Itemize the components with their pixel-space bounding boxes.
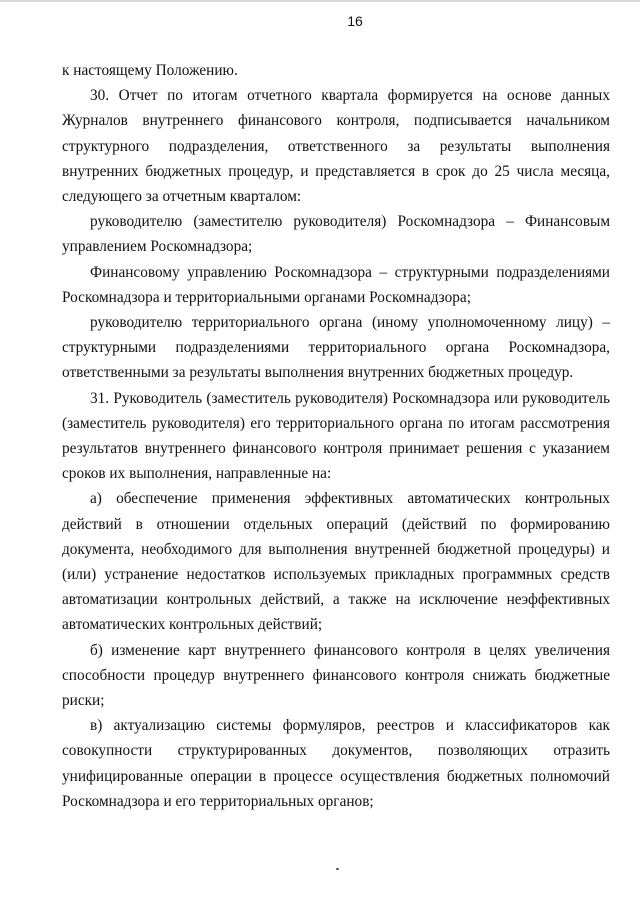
paragraph-item-31: 31. Руководитель (заместитель руководителя) Роскомнадзора или руководитель (заместитель руководителя) его территориального органа по итогам рассмотрения результатов внутреннего финансового контроля принимает решения с указанием сроков их выполнения, направленные на: — [62, 389, 610, 483]
paragraph-subitem-b: б) изменение карт внутреннего финансового контроля в целях увеличения способности процедур внутреннего финансового контроля снижать бюджетные риски; — [62, 641, 610, 710]
top-edge-rule — [0, 0, 640, 2]
paragraph-item-30: 30. Отчет по итогам отчетного квартала формируется на основе данных Журналов внутреннего финансового контроля, подписывается начальником структурного подразделения, ответственного за результаты выполнения внутренних бюджетных процедур, и представляется в срок до 25 числа месяца, следующего за отчетным кварталом: — [62, 87, 610, 206]
paragraph-recipient-territorial: руководителю территориального органа (иному уполномоченному лицу) – структурными подразделениями территориального органа Роскомнадзора, ответственными за результаты выполнения внутренних бюджетных процедур. — [62, 314, 610, 382]
paragraph-recipient-head: руководителю (заместителю руководителя) Роскомнадзора – Финансовым управлением Роскомнадзора; — [62, 213, 610, 256]
paragraph-subitem-a: а) обеспечение применения эффективных автоматических контрольных действий в отношении отдельных операций (действий по формированию документа, необходимого для выполнения внутренней бюджетной процедуры) и (или) устранение недостатков используемых прикладных программных средств автоматизации контрольных действий, а также на исключение неэффективных автоматических контрольных действий; — [62, 490, 610, 634]
page-number: 16 — [347, 13, 363, 29]
paragraph-subitem-v: в) актуализацию системы формуляров, реестров и классификаторов как совокупности структурированных документов, позволяющих отразить унифицированные операции в процессе осуществления бюджетных полномочий Роскомнадзора и его территориальных органов; — [62, 717, 610, 810]
scan-speck — [336, 868, 339, 870]
paragraph-recipient-finance: Финансовому управлению Роскомнадзора – структурными подразделениями Роскомнадзора и территориальными органами Роскомнадзора; — [62, 263, 610, 306]
paragraph-continuation: к настоящему Положению. — [62, 62, 238, 79]
document-body — [62, 58, 610, 814]
